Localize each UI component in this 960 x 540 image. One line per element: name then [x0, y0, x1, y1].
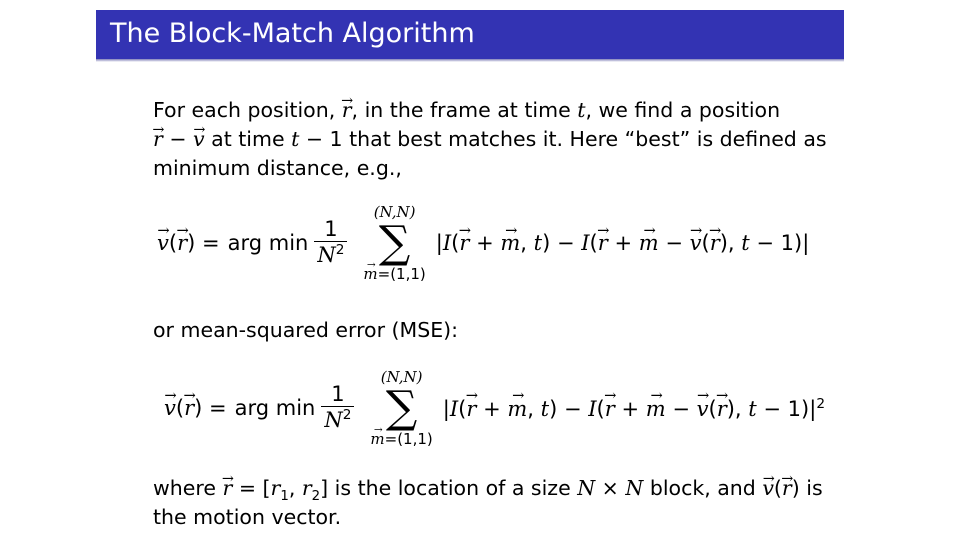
- equation-body: |I(→ r + → m, t) − I(→ r + → m − → v(→ r), $t - 1)|^2$: [443, 396, 825, 421]
- summation: [370, 368, 432, 448]
- sum-upper: (N,N): [373, 203, 416, 221]
- sum-lower: → m=(1,1): [363, 265, 425, 283]
- denominator: $N^2$: [321, 406, 354, 433]
- vec-r: → r: [177, 231, 187, 255]
- var-t: t: [291, 127, 300, 151]
- paragraph-1-line-3: minimum distance, e.g.,: [153, 156, 402, 180]
- vec-r: → r: [782, 474, 792, 503]
- numerator: 1: [331, 381, 345, 406]
- text: ] is the location of a size: [320, 476, 578, 500]
- text: that best matches it. Here “best” is defined as: [342, 127, 827, 151]
- vec-v: → v: [762, 474, 774, 503]
- text: = [: [232, 476, 271, 500]
- summation: [363, 203, 425, 283]
- argmin: arg min: [227, 231, 309, 255]
- vec-r: → r: [222, 474, 232, 503]
- paragraph-3-line-1: where → $r = [r_1$, $r_2$] is the location of a size N × N block, and → v(→ r) is: [153, 474, 823, 511]
- title-bar: [96, 10, 844, 59]
- argmin: arg min: [234, 396, 316, 420]
- sigma-symbol: ∑: [378, 217, 411, 268]
- vec-v: → v: [193, 125, 205, 154]
- power: 2: [816, 395, 825, 412]
- paragraph-1-line-2: → r − → v at time t − 1 that best matches it. Here “best” is defined as: [153, 125, 827, 154]
- denominator: $N^2$: [314, 241, 347, 268]
- equation-2: → v ( → r ) = arg min $\frac{1}{N^2}$ (N,N) ∑ → m=(1,1) |I(→ r + → m, t) − I(→ r + → m − → v(→ r), $t - 1)|^2$: [164, 368, 825, 448]
- paragraph-3-line-2: the motion vector.: [153, 505, 342, 529]
- text: , we find a position: [585, 98, 781, 122]
- text: where: [153, 476, 223, 500]
- vec-r: → r: [153, 125, 163, 154]
- text: at time: [204, 127, 292, 151]
- vec-v: → v: [157, 231, 169, 255]
- sum-lower: → m=(1,1): [370, 430, 432, 448]
- fraction: [321, 383, 354, 433]
- var-t: t: [577, 98, 586, 122]
- text: ) is: [791, 476, 823, 500]
- sigma-symbol: ∑: [385, 382, 418, 433]
- fraction: [314, 218, 347, 268]
- slide-title: The Block-Match Algorithm: [110, 18, 475, 49]
- text: For each position,: [153, 98, 342, 122]
- text: , in the frame at time: [351, 98, 578, 122]
- equation-1: → v ( → r ) = arg min $\frac{1}{N^2}$ (N,N) ∑ → m=(1,1) |I(→ r + → m, t) − I(→ r + → m − → v(→ r), t − 1)|: [157, 203, 809, 283]
- vec-r: → r: [342, 96, 352, 125]
- vec-v: → v: [164, 396, 176, 420]
- numerator: 1: [324, 216, 338, 241]
- paragraph-2: or mean-squared error (MSE):: [153, 318, 459, 342]
- sum-upper: (N,N): [380, 368, 423, 386]
- paragraph-1-line-1: [153, 96, 780, 125]
- text: block, and: [643, 476, 763, 500]
- equation-body: |I(→ r + → m, t) − I(→ r + → m − → v(→ r), t − 1)|: [436, 231, 810, 255]
- vec-r: → r: [184, 396, 194, 420]
